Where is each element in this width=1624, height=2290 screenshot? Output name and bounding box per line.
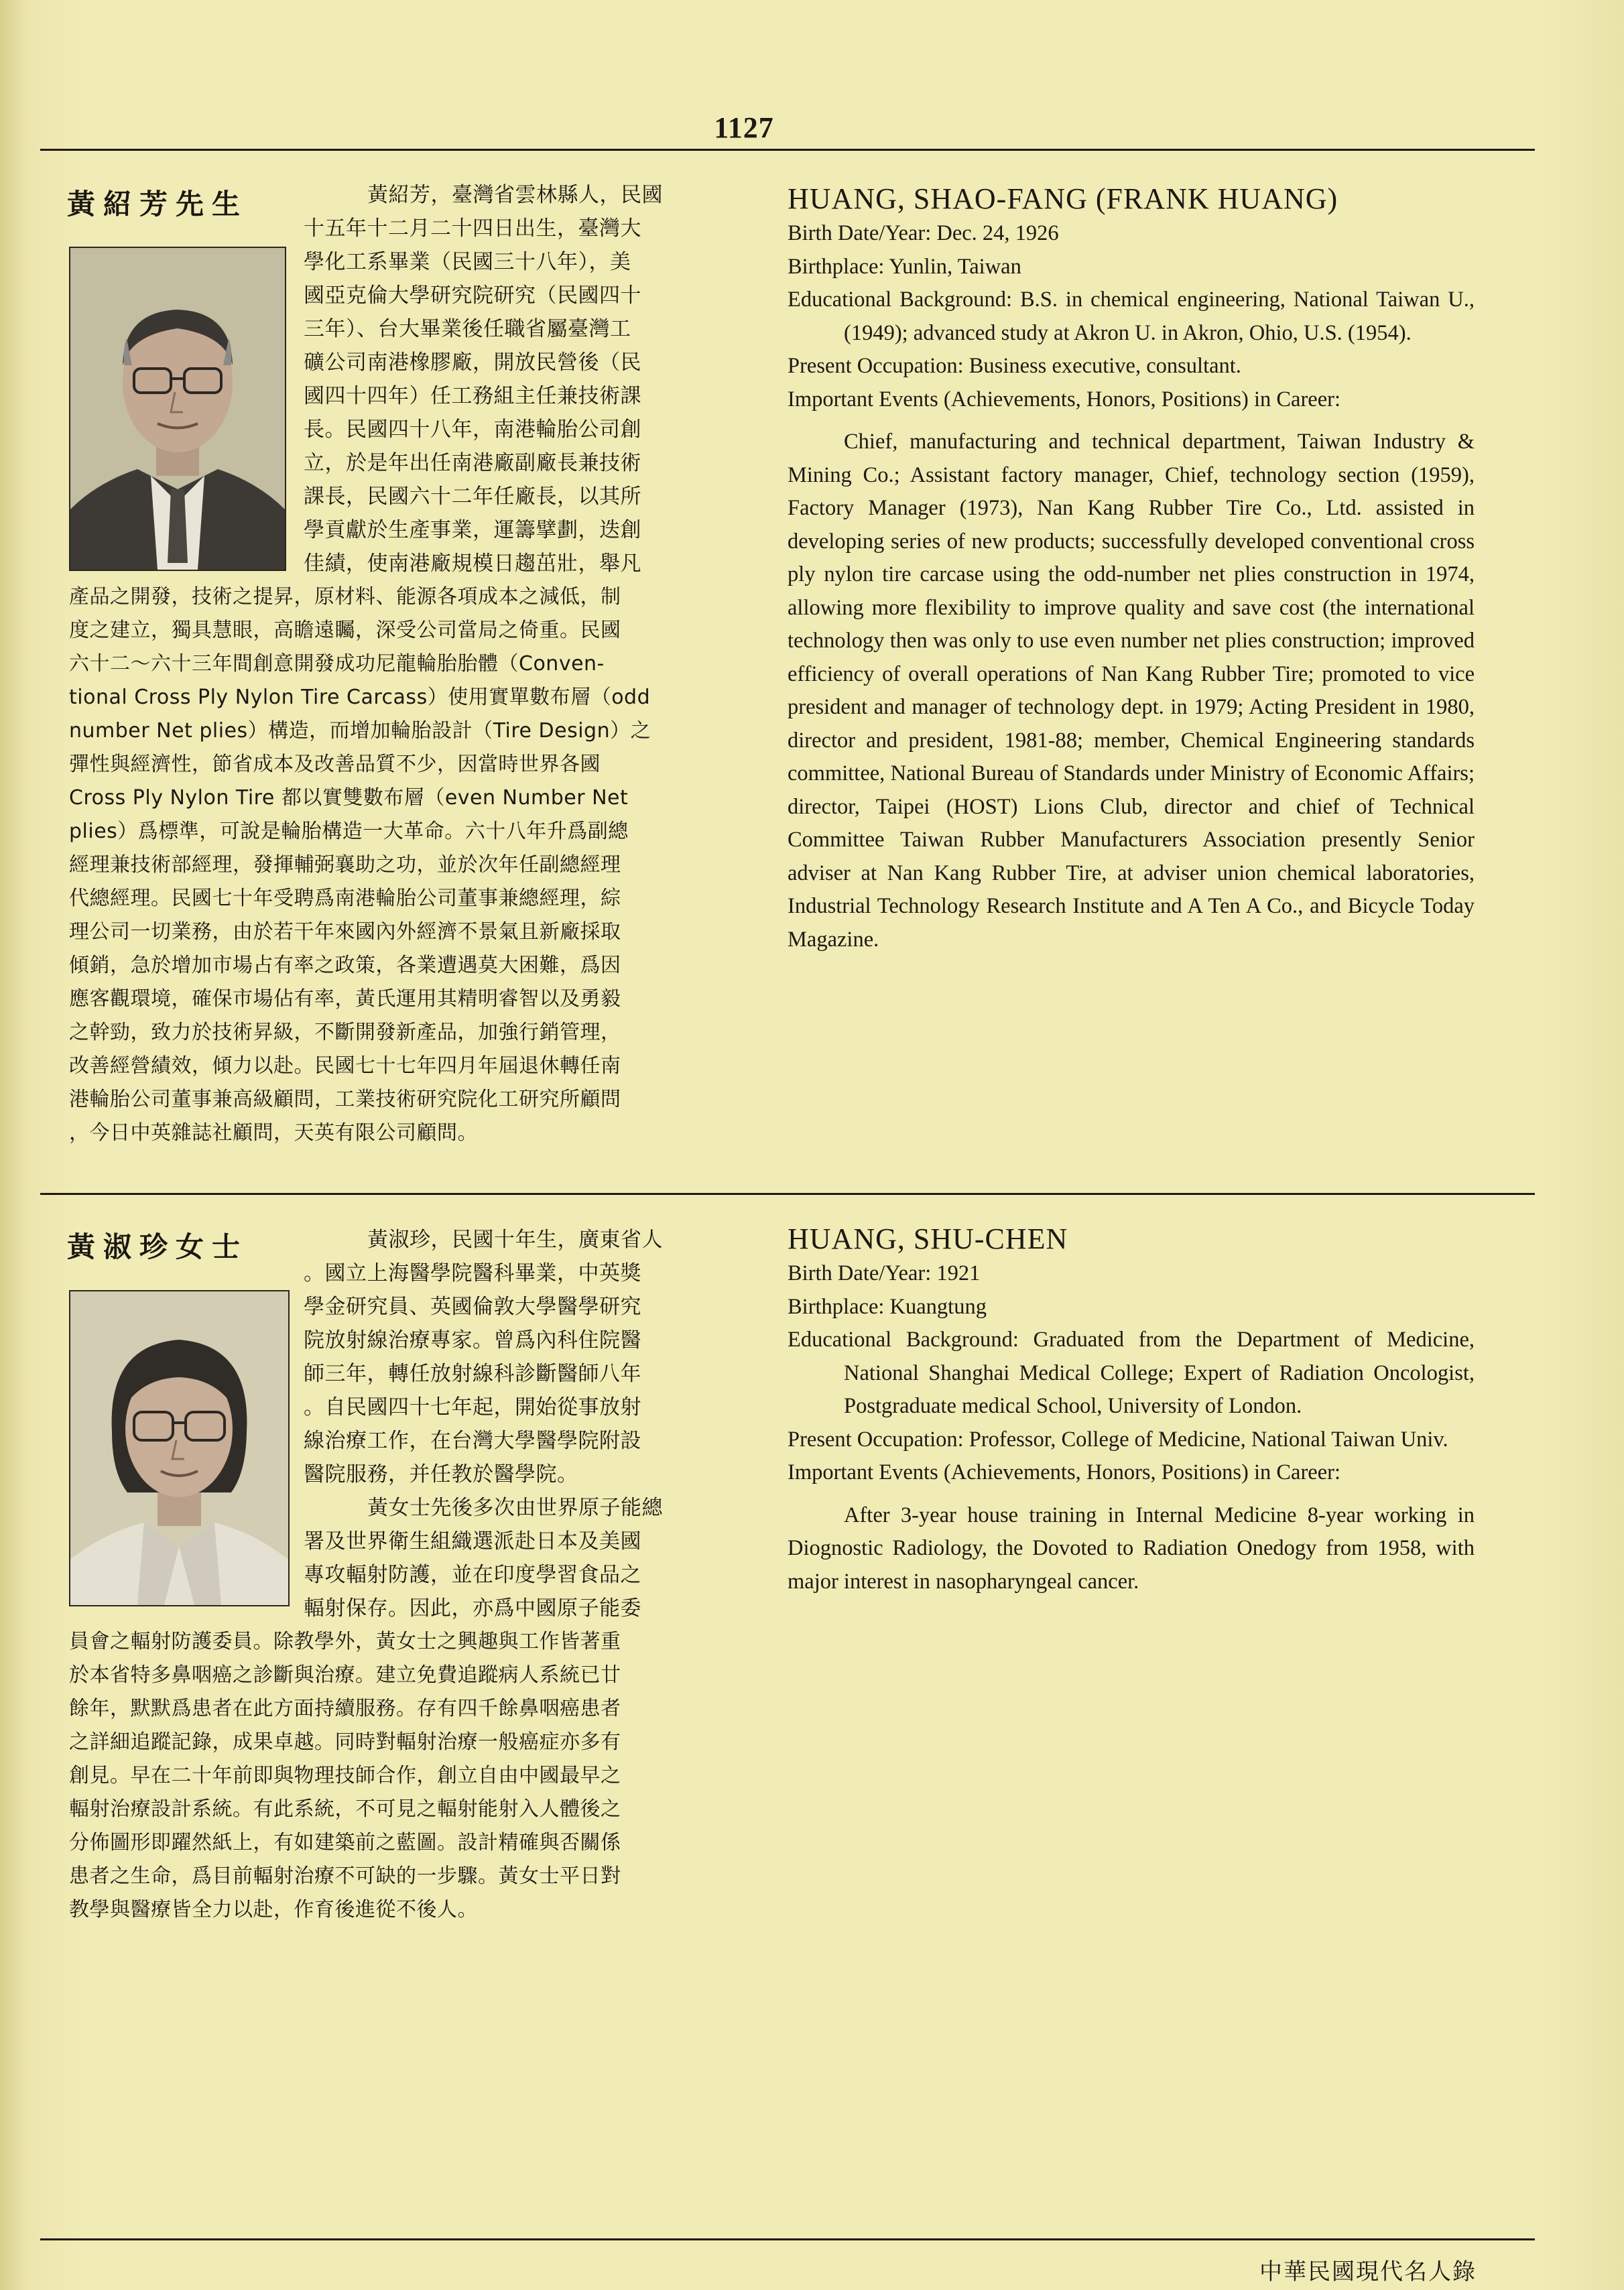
bio-line: 於本省特多鼻咽癌之診斷與治療。建立免費追蹤病人系統已廿 [69, 1663, 621, 1687]
bio-line: 礦公司南港橡膠廠，開放民營後（民 [304, 351, 641, 375]
entry-1-english-name: HUANG, SHAO-FANG (FRANK HUANG) [788, 182, 1338, 215]
birthplace: Birthplace: Yunlin, Taiwan [788, 254, 1021, 279]
bio-line: 專攻輻射防護，並在印度學習食品之 [304, 1563, 641, 1587]
entry-1-chinese-name: 黃紹芳先生 [67, 188, 249, 220]
bio-line: 立，於是年出任南港廠副廠長兼技術 [304, 451, 641, 475]
occupation: Present Occupation: Professor, College of Medicine, National Taiwan Univ. [788, 1427, 1448, 1452]
entry-1-english-bio [788, 181, 1475, 956]
entry-1-chinese-bio-wide [69, 580, 726, 1150]
bio-line: 輻射治療設計系統。有此系統，不可見之輻射能射入人體後之 [69, 1797, 621, 1821]
entry-2-portrait-photo [69, 1290, 290, 1606]
bio-line: 。自民國四十七年起，開始從事放射 [304, 1395, 641, 1419]
events-heading: Important Events (Achievements, Honors, Positions) in Career: [788, 387, 1340, 411]
bio-line: number Net plies）構造，而增加輪胎設計（Tire Design）之 [69, 719, 651, 743]
bio-line: 佳績，使南港廠規模日趨茁壯，舉凡 [304, 552, 641, 576]
birth-date: Birth Date/Year: 1921 [788, 1261, 981, 1285]
page-number: 1127 [714, 111, 774, 144]
bio-line: tional Cross Ply Nylon Tire Carcass）使用實單數布層（odd [69, 686, 651, 709]
entry-2-english-bio [788, 1221, 1475, 1598]
bio-line: plies）爲標準，可說是輪胎構造一大革命。六十八年升爲副總 [69, 820, 629, 843]
bio-line: 度之建立，獨具慧眼，高瞻遠矚，深受公司當局之倚重。民國 [69, 619, 621, 642]
bio-line: 改善經營績效，傾力以赴。民國七十七年四月年屆退休轉任南 [69, 1054, 621, 1078]
events-paragraph: Chief, manufacturing and technical department, Taiwan Industry & Mining Co.; Assistant factory manager, Chief, technology section (1959), Factory Manager (1973), Nan Kang Rubber Tire Co., Ltd. assisted in developing series of new products; successfully developed conventional cross ply nylon tire carcase using the odd-number net plies construction in 1974, allowing more flexibility to improve quality and save cost (the international technology then was only to use even number net plies construction; improved efficiency of overall operations of Nan Kang Rubber Tire; promoted to vice president and manager of technology dept. in 1979; Acting President in 1980, director and president, 1981-88; member, Chemical Engineering standards committee, National Bureau of Standards under Ministry of Economic Affairs; director, Taipei (HOST) Lions Club, director and chief of Technical Committee Taiwan Rubber Manufacturers Association presently Senior adviser at Nan Kang Rubber Tire, at adviser union chemical laboratories, Industrial Technology Research Institute and A Ten A Co., and Bicycle Today Magazine. [788, 430, 1475, 952]
entry-1-chinese-bio-narrow [304, 178, 719, 580]
bio-line: 之幹勁，致力於技術昇級，不斷開發新產品，加強行銷管理， [69, 1021, 621, 1044]
bio-line: 黃紹芳，臺灣省雲林縣人，民國 [367, 183, 663, 207]
bio-line: 學貢獻於生產事業，運籌擘劃，迭創 [304, 518, 641, 542]
bio-line: 代總經理。民國七十年受聘爲南港輪胎公司董事兼總經理，綜 [69, 887, 621, 910]
bio-line: 學化工系畢業（民國三十八年），美 [304, 250, 631, 274]
bio-line: 經理兼技術部經理，發揮輔弼襄助之功，並於次年任副總經理 [69, 853, 621, 877]
bio-line: 學金研究員、英國倫敦大學醫學研究 [304, 1295, 641, 1319]
bio-line: 分佈圖形即躍然紙上，有如建築前之藍圖。設計精確與否關係 [69, 1831, 621, 1854]
bio-line: 之詳細追蹤記錄，成果卓越。同時對輻射治療一般癌症亦多有 [69, 1730, 621, 1754]
bio-line: 三年）、台大畢業後任職省屬臺灣工 [304, 317, 631, 341]
bio-line: 餘年，默默爲患者在此方面持續服務。存有四千餘鼻咽癌患者 [69, 1697, 621, 1720]
bio-line: 輻射保存。因此，亦爲中國原子能委 [304, 1596, 641, 1620]
bio-line: 醫院服務，并任教於醫學院。 [304, 1462, 578, 1486]
bio-line: 黃女士先後多次由世界原子能總 [367, 1496, 663, 1520]
bio-line: 教學與醫療皆全力以赴，作育後進從不後人。 [69, 1898, 478, 1921]
bio-line: Cross Ply Nylon Tire 都以實雙數布層（even Number Net [69, 786, 629, 810]
bio-line: ，今日中英雜誌社顧問，天英有限公司顧問。 [69, 1121, 478, 1145]
bio-line: 理公司一切業務，由於若干年來國內外經濟不景氣且新廠採取 [69, 920, 621, 944]
entry-2-chinese-bio-narrow [304, 1223, 719, 1625]
events-heading: Important Events (Achievements, Honors, Positions) in Career: [788, 1460, 1340, 1484]
bio-line: 黃淑珍，民國十年生，廣東省人 [367, 1228, 663, 1252]
entry-2-english-name: HUANG, SHU-CHEN [788, 1222, 1068, 1255]
bio-line: 課長，民國六十二年任廠長，以其所 [304, 485, 641, 509]
bio-line: 創見。早在二十年前即與物理技師合作，創立自由中國最早之 [69, 1764, 621, 1787]
bio-line: 。國立上海醫學院醫科畢業，中英獎 [304, 1261, 641, 1285]
entry-1-portrait-photo [69, 247, 286, 571]
bio-line: 彈性與經濟性，節省成本及改善品質不少，因當時世界各國 [69, 753, 601, 776]
header-rule [40, 149, 1535, 151]
events-paragraph: After 3-year house training in Internal Medicine 8-year working in Diognostic Radiology, the Dovoted to Radiation Onedogy from 1958, with major interest in nasopharyngeal cancer. [788, 1503, 1475, 1594]
footer-rule [40, 2238, 1535, 2240]
entry-2-chinese-bio-wide [69, 1625, 726, 1927]
birth-date: Birth Date/Year: Dec. 24, 1926 [788, 221, 1059, 245]
bio-line: 患者之生命，爲目前輻射治療不可缺的一步驟。黃女士平日對 [69, 1864, 621, 1888]
bio-line: 線治療工作，在台灣大學醫學院附設 [304, 1429, 641, 1453]
bio-line: 署及世界衛生組織選派赴日本及美國 [304, 1529, 641, 1553]
bio-line: 應客觀環境，確保市場佔有率，黃氏運用其精明睿智以及勇毅 [69, 987, 621, 1011]
entry-2-chinese-name: 黃淑珍女士 [67, 1230, 249, 1263]
bio-line: 十五年十二月二十四日出生，臺灣大 [304, 216, 641, 241]
bio-line: 員會之輻射防護委員。除教學外，黃女士之興趣與工作皆著重 [69, 1630, 621, 1653]
bio-line: 院放射線治療專家。曾爲內科住院醫 [304, 1328, 641, 1352]
bio-line: 長。民國四十八年，南港輪胎公司創 [304, 418, 641, 442]
book-title-footer: 中華民國現代名人錄 [1259, 2259, 1477, 2285]
bio-line: 國四十四年）任工務組主任兼技術課 [304, 384, 641, 408]
bio-line: 產品之開發，技術之提昇，原材料、能源各項成本之減低，制 [69, 585, 621, 609]
portrait-man-icon [70, 248, 285, 570]
portrait-woman-icon [70, 1291, 288, 1605]
occupation: Present Occupation: Business executive, consultant. [788, 354, 1241, 378]
entry-divider [40, 1193, 1535, 1195]
bio-line: 港輪胎公司董事兼高級顧問，工業技術研究院化工研究所顧問 [69, 1088, 621, 1111]
education: Educational Background: B.S. in chemical engineering, National Taiwan U., (1949); advanced study at Akron U. in Akron, Ohio, U.S. (1954). [788, 288, 1475, 345]
bio-line: 國亞克倫大學研究院研究（民國四十 [304, 283, 641, 308]
education: Educational Background: Graduated from the Department of Medicine, National Shanghai Medical College; Expert of Radiation Oncologist, Postgraduate medical School, University of London. [788, 1328, 1475, 1418]
bio-line: 六十二～六十三年間創意開發成功尼龍輪胎胎體（Conven- [69, 652, 605, 676]
birthplace: Birthplace: Kuangtung [788, 1294, 987, 1319]
bio-line: 師三年，轉任放射線科診斷醫師八年 [304, 1362, 641, 1386]
bio-line: 傾銷，急於增加市場占有率之政策，各業遭遇莫大困難，爲因 [69, 954, 621, 977]
